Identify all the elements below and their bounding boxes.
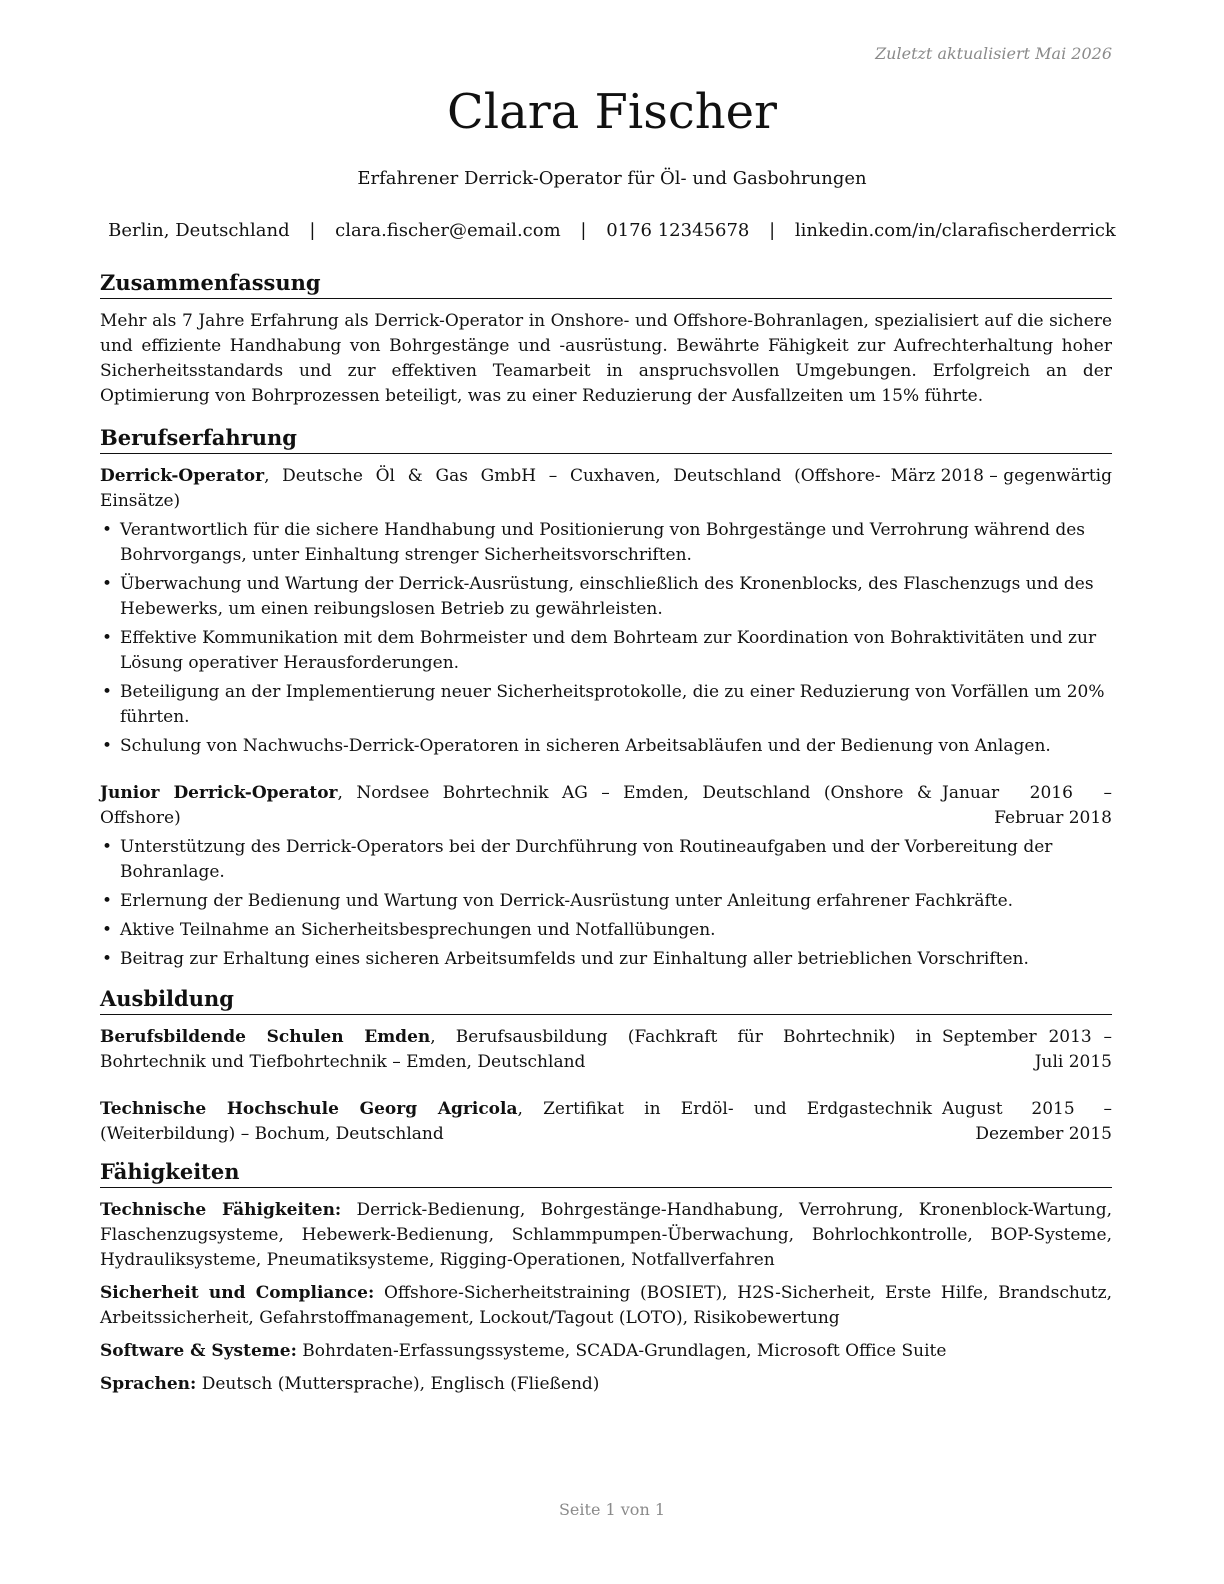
school-name: Technische Hochschule Georg Agricola: [100, 1099, 518, 1119]
skill-group-text: Derrick-Bedienung, Bohrgestänge-Handhabung, Verrohrung, Kronenblock-Wartung, Flaschenzugsysteme, Hebewerk-Bedienung, Schlammpumpen-Überwachung, Bohrlochkontrolle, BOP-Systeme, Hydrauliksysteme, Pneumatiksysteme, Rigging-Operationen, Notfallverfahren: [100, 1200, 1112, 1270]
job-dates: Januar 2016 – Februar 2018: [942, 783, 1112, 828]
skill-group-label: Software & Systeme:: [100, 1341, 297, 1361]
spacer: [100, 1147, 1112, 1157]
skill-group-label: Technische Fähigkeiten:: [100, 1200, 342, 1220]
job-bullet: • Beteiligung an der Implementierung neuer Sicherheitsprotokolle, die zu einer Reduzierung von Vorfällen um 20% führten.: [100, 680, 1112, 730]
experience-entry-header: [100, 781, 1112, 831]
job-details: , Nordsee Bohrtechnik AG – Emden, Deutschland (Onshore & Offshore): [100, 783, 932, 828]
experience-title: [100, 464, 881, 514]
education-entry: [100, 1097, 1112, 1147]
skill-group-text: Bohrdaten-Erfassungssysteme, SCADA-Grundlagen, Microsoft Office Suite: [296, 1341, 947, 1361]
skill-group-text: Offshore-Sicherheitstraining (BOSIET), H2S-Sicherheit, Erste Hilfe, Brandschutz, Arbeitssicherheit, Gefahrstoffmanagement, Lockout/Tagout (LOTO), Risikobewertung: [100, 1283, 1112, 1328]
job-bullet: • Unterstützung des Derrick-Operators bei der Durchführung von Routineaufgaben und der Vorbereitung der Bohranlage.: [100, 835, 1112, 885]
skill-group: [100, 1372, 1112, 1397]
job-details: , Deutsche Öl & Gas GmbH – Cuxhaven, Deutschland (Offshore-Einsätze): [100, 466, 881, 511]
skill-group: [100, 1198, 1112, 1273]
spacer: [100, 976, 1112, 984]
resume-content: [100, 268, 1112, 1405]
candidate-tagline: Erfahrener Derrick-Operator für Öl- und Gasbohrungen: [357, 168, 867, 189]
job-bullet: • Effektive Kommunikation mit dem Bohrmeister und dem Bohrteam zur Koordination von Bohraktivitäten und zur Lösung operativer Herausforderungen.: [100, 626, 1112, 676]
section-heading-skills: Fähigkeiten: [100, 1157, 1112, 1188]
experience-entry-header: [100, 464, 1112, 514]
skill-group: [100, 1339, 1112, 1364]
job-bullet: • Schulung von Nachwuchs-Derrick-Operatoren in sicheren Arbeitsabläufen und der Bedienung von Anlagen.: [100, 734, 1112, 759]
experience-entry: [100, 464, 1112, 759]
skill-group-text: Deutsch (Muttersprache), Englisch (Fließend): [196, 1374, 600, 1394]
school-name: Berufsbildende Schulen Emden: [100, 1027, 431, 1047]
contact-location: Berlin, Deutschland: [108, 220, 290, 241]
job-dates: März 2018 – gegenwärtig: [890, 466, 1112, 486]
contact-separator: |: [769, 220, 776, 241]
education-details: , Berufsausbildung (Fachkraft für Bohrtechnik) in Bohrtechnik und Tiefbohrtechnik – Emden, Deutschland: [100, 1027, 932, 1072]
contact-email[interactable]: clara.fischer@email.com: [335, 220, 561, 241]
education-entry: [100, 1025, 1112, 1075]
job-bullet-list: [100, 835, 1112, 972]
job-bullet: • Beitrag zur Erhaltung eines sicheren Arbeitsumfelds und zur Einhaltung aller betrieblichen Vorschriften.: [100, 947, 1112, 972]
education-dates: August 2015 – Dezember 2015: [942, 1099, 1112, 1144]
education-title: [100, 1097, 932, 1147]
section-heading-experience: Berufserfahrung: [100, 423, 1112, 454]
skill-group: [100, 1281, 1112, 1331]
candidate-name: Clara Fischer: [447, 84, 777, 140]
job-bullet: • Verantwortlich für die sichere Handhabung und Positionierung von Bohrgestänge und Verrohrung während des Bohrvorgangs, unter Einhaltung strenger Sicherheitsvorschriften.: [100, 518, 1112, 568]
experience-entry: [100, 781, 1112, 972]
education-dates: September 2013 – Juli 2015: [942, 1027, 1112, 1072]
job-role: Derrick-Operator: [100, 466, 265, 486]
job-bullet-list: [100, 518, 1112, 759]
contact-line: [0, 220, 1224, 241]
job-role: Junior Derrick-Operator: [100, 783, 338, 803]
contact-linkedin[interactable]: linkedin.com/in/clarafischerderrick: [794, 220, 1116, 241]
last-updated-note: Zuletzt aktualisiert Mai 2026: [875, 44, 1112, 63]
contact-separator: |: [309, 220, 316, 241]
experience-title: [100, 781, 932, 831]
section-heading-summary: Zusammenfassung: [100, 268, 1112, 299]
education-title: [100, 1025, 932, 1075]
job-bullet: • Aktive Teilnahme an Sicherheitsbesprechungen und Notfallübungen.: [100, 918, 1112, 943]
job-bullet: • Erlernung der Bedienung und Wartung von Derrick-Ausrüstung unter Anleitung erfahrener Fachkräfte.: [100, 889, 1112, 914]
page-footer: Seite 1 von 1: [558, 1500, 666, 1519]
section-heading-education: Ausbildung: [100, 984, 1112, 1015]
contact-phone[interactable]: 0176 12345678: [606, 220, 750, 241]
summary-text: Mehr als 7 Jahre Erfahrung als Derrick-Operator in Onshore- und Offshore-Bohranlagen, spezialisiert auf die sichere und effiziente Handhabung von Bohrgestänge und -ausrüstung. Bewährte Fähigkeit zur Aufrechterhaltung hoher Sicherheitsstandards und zur effektiven Teamarbeit in anspruchsvollen Umgebungen. Erfolgreich an der Optimierung von Bohrprozessen beteiligt, was zu einer Reduzierung der Ausfallzeiten um 15% führte.: [100, 311, 1112, 406]
skill-group-label: Sprachen:: [100, 1374, 197, 1394]
spacer: [100, 763, 1112, 781]
job-bullet: • Überwachung und Wartung der Derrick-Ausrüstung, einschließlich des Kronenblocks, des Flaschenzugs und des Hebewerks, um einen reibungslosen Betrieb zu gewährleisten.: [100, 572, 1112, 622]
education-details: , Zertifikat in Erdöl- und Erdgastechnik (Weiterbildung) – Bochum, Deutschland: [100, 1099, 932, 1144]
spacer: [100, 1075, 1112, 1097]
contact-separator: |: [580, 220, 587, 241]
skill-group-label: Sicherheit und Compliance:: [100, 1283, 375, 1303]
